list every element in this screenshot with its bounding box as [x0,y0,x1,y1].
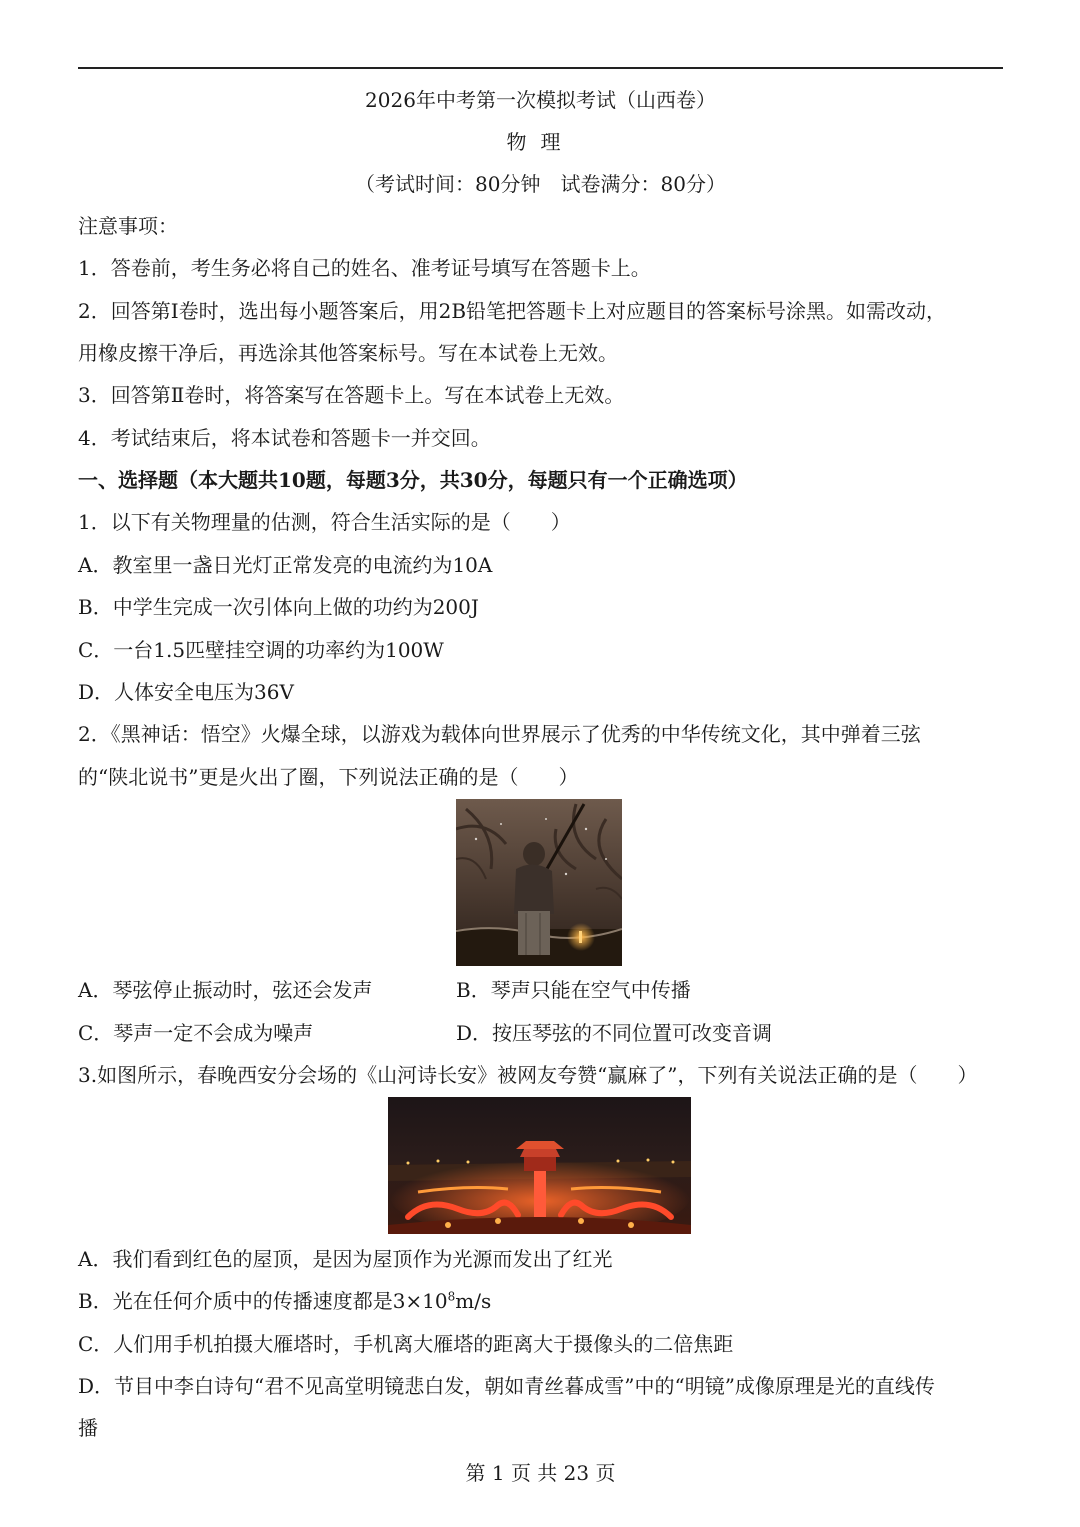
option-a: A．教室里一盏日光灯正常发亮的电流约为10A [78,553,493,577]
option-b: B．中学生完成一次引体向上做的功约为200J [78,595,479,619]
exam-title: 2026年中考第一次模拟考试（山西卷） [365,88,716,112]
option-d: D．人体安全电压为36V [78,680,294,704]
xian-gala-photo [388,1097,691,1234]
question-stem: 1．以下有关物理量的估测，符合生活实际的是（ ） [78,510,571,534]
header-rule [78,67,1003,69]
storyteller-illustration [456,799,622,966]
question-stem-cont: 的“陕北说书”更是火出了圈，下列说法正确的是（ ） [78,765,579,789]
notice-item: 2．回答第Ⅰ卷时，选出每小题答案后，用2B铅笔把答题卡上对应题目的答案标号涂黑。如需改动， [78,299,947,323]
page-number: 第 1 页 共 23 页 [465,1461,616,1485]
exam-info: （考试时间：80分钟 试卷满分：80分） [355,172,726,196]
notice-item: 用橡皮擦干净后，再选涂其他答案标号。写在本试卷上无效。 [78,341,618,365]
notice-item: 3．回答第Ⅱ卷时，将答案写在答题卡上。写在本试卷上无效。 [78,383,625,407]
storyteller-photo [456,799,622,966]
question-stem: 3.如图所示，春晚西安分会场的《山河诗长安》被网友夸赞“赢麻了”，下列有关说法正确的是（ ） [78,1063,978,1087]
option-d: D．按压琴弦的不同位置可改变音调 [456,1021,773,1045]
option-a: A．琴弦停止振动时，弦还会发声 [78,978,373,1002]
option-d-cont: 播 [78,1416,98,1440]
option-b [78,1287,491,1315]
option-a: A．我们看到红色的屋顶，是因为屋顶作为光源而发出了红光 [78,1247,613,1271]
option-c: C．人们用手机拍摄大雁塔时，手机离大雁塔的距离大于摄像头的二倍焦距 [78,1332,734,1356]
question-stem: 2．《黑神话：悟空》火爆全球，以游戏为载体向世界展示了优秀的中华传统文化，其中弹着三弦 [78,722,921,746]
option-b-unit: m/s [455,1289,492,1313]
option-c: C．一台1.5匹壁挂空调的功率约为100W [78,638,444,662]
xian-gala-illustration [388,1097,691,1234]
option-b-exponent: 8 [447,1289,456,1304]
notice-item: 1．答卷前，考生务必将自己的姓名、准考证号填写在答题卡上。 [78,256,651,280]
option-c: C．琴声一定不会成为噪声 [78,1021,314,1045]
subject-title: 物理 [506,130,575,154]
notice-item: 4．考试结束后，将本试卷和答题卡一并交回。 [78,426,491,450]
option-d: D．节目中李白诗句“君不见高堂明镜悲白发，朝如青丝暮成雪”中的“明镜”成像原理是光的直线传 [78,1374,935,1398]
section-heading: 一、选择题（本大题共10题，每题3分，共30分，每题只有一个正确选项） [78,468,748,492]
option-b: B．琴声只能在空气中传播 [456,978,691,1002]
option-b-text: B．光在任何介质中的传播速度都是3×10 [78,1289,448,1313]
notice-heading: 注意事项： [78,214,178,238]
